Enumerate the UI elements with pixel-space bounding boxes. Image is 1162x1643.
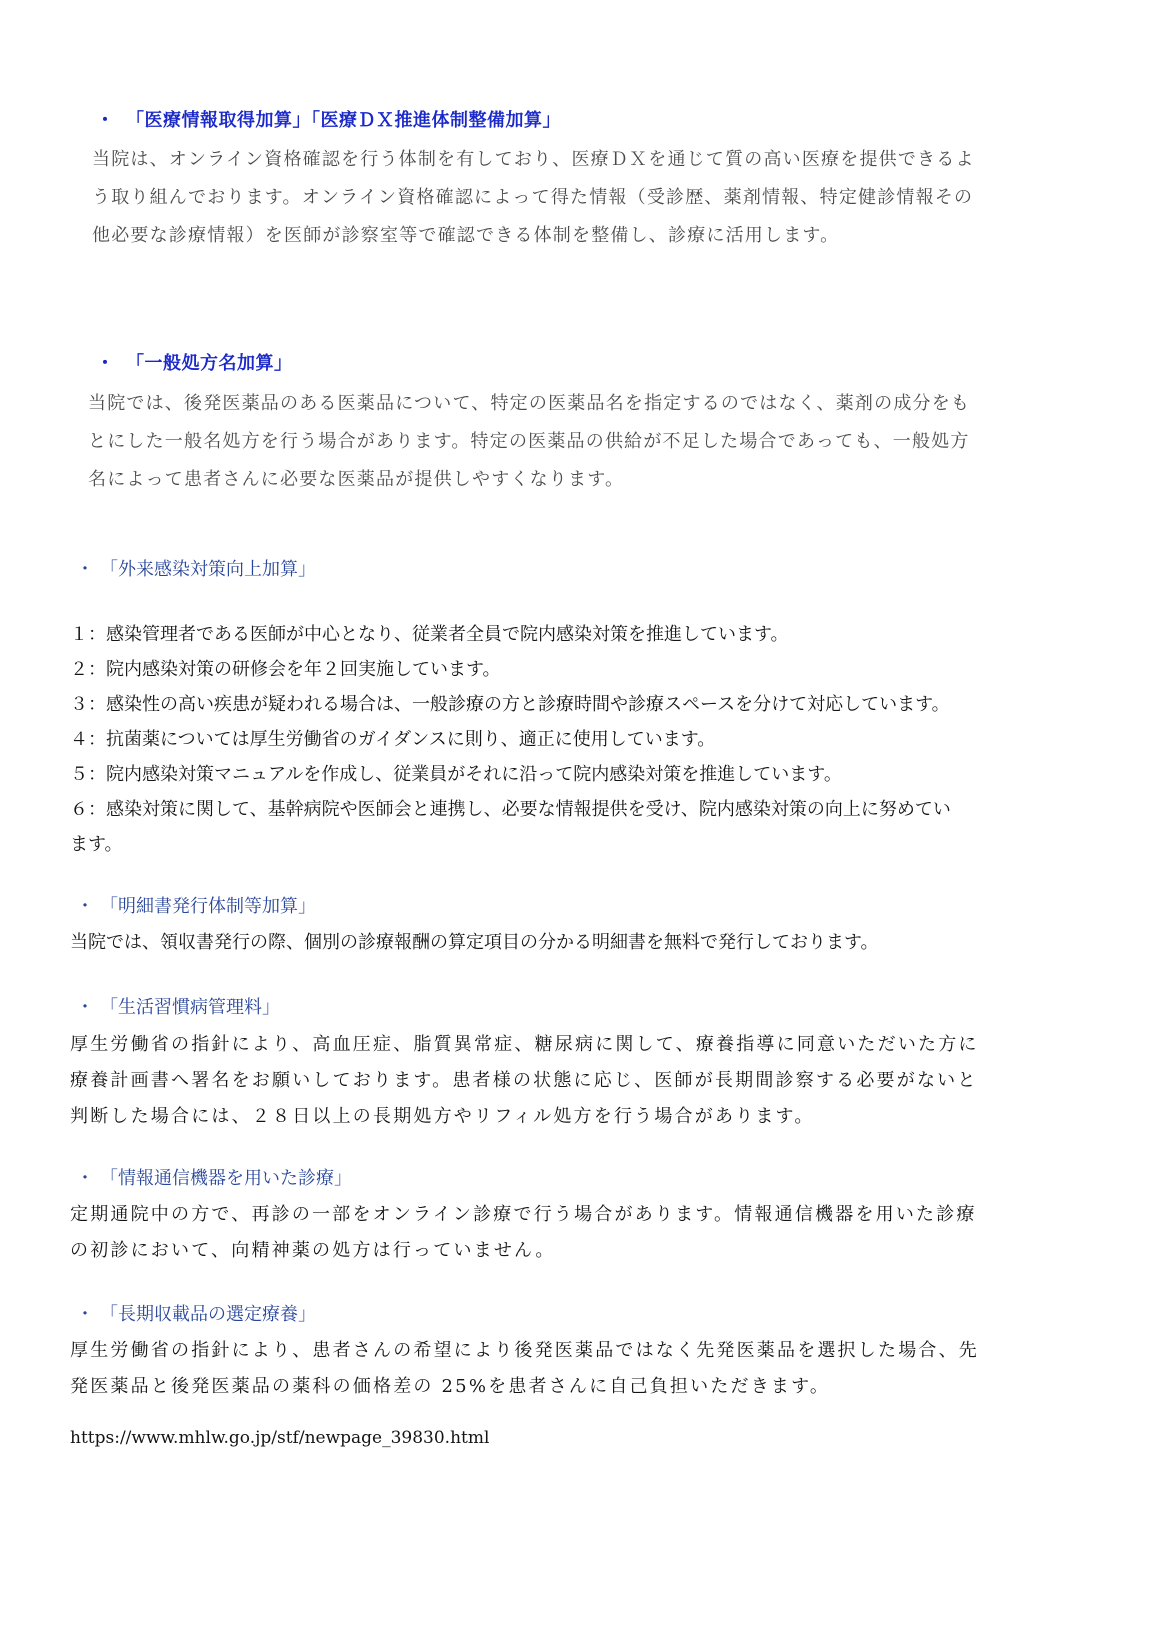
paragraph-line: の初診において、向精神薬の処方は行っていません。	[70, 1240, 556, 1261]
list-item: １：感染管理者である医師が中心となり、従業者全員で院内感染対策を推進しています。	[70, 624, 789, 645]
section-heading: ・ 「情報通信機器を用いた診療」	[72, 1164, 352, 1190]
paragraph-line: とにした一般名処方を行う場合があります。特定の医薬品の供給が不足した場合であっても、一般処方	[88, 431, 970, 452]
paragraph-line: 発医薬品と後発医薬品の薬科の価格差の 25%を患者さんに自己負担いただきます。	[70, 1376, 831, 1397]
section-heading: ・ 「生活習慣病管理料」	[72, 993, 280, 1019]
bullet-icon: ・	[76, 559, 94, 580]
paragraph-line: 当院では、後発医薬品のある医薬品について、特定の医薬品名を指定するのではなく、薬剤の成分をも	[88, 393, 971, 414]
bullet-icon: ・	[96, 353, 115, 374]
section-heading: ・ 「医療情報取得加算」「医療ＤＸ推進体制整備加算」	[94, 106, 561, 132]
paragraph-line: 判断した場合には、２８日以上の長期処方やリフィル処方を行う場合があります。	[70, 1106, 815, 1127]
section-heading: ・ 「明細書発行体制等加算」	[72, 892, 316, 918]
paragraph-line: う取り組んでおります。オンライン資格確認によって得た情報（受診歴、薬剤情報、特定健診情報その	[92, 187, 974, 208]
section-heading: ・ 「一般処方名加算」	[94, 349, 293, 375]
paragraph-line: 名によって患者さんに必要な医薬品が提供しやすくなります。	[88, 469, 625, 490]
bullet-icon: ・	[76, 1304, 94, 1325]
paragraph-line: 当院では、領収書発行の際、個別の診療報酬の算定項目の分かる明細書を無料で発行しております。	[70, 932, 879, 953]
bullet-icon: ・	[76, 1168, 94, 1189]
section-heading: ・ 「長期収載品の選定療養」	[72, 1300, 316, 1326]
paragraph-line: 療養計画書へ署名をお願いしております。患者様の状態に応じ、医師が長期間診察する必要がないと	[70, 1070, 978, 1091]
bullet-icon: ・	[96, 110, 115, 131]
bullet-icon: ・	[76, 997, 94, 1018]
list-item-continued: ます。	[70, 834, 123, 855]
paragraph-line: 当院は、オンライン資格確認を行う体制を有しており、医療ＤＸを通じて質の高い医療を提供できるよ	[92, 149, 975, 170]
paragraph-line: 厚生労働省の指針により、高血圧症、脂質異常症、糖尿病に関して、療養指導に同意いただいた方に	[70, 1034, 979, 1055]
list-item: ４：抗菌薬については厚生労働省のガイダンスに則り、適正に使用しています。	[70, 729, 716, 750]
bullet-icon: ・	[76, 896, 94, 917]
list-item: ５：院内感染対策マニュアルを作成し、従業員がそれに沿って院内感染対策を推進しています。	[70, 764, 842, 785]
list-item: ２：院内感染対策の研修会を年２回実施しています。	[70, 659, 501, 680]
paragraph-line: 厚生労働省の指針により、患者さんの希望により後発医薬品ではなく先発医薬品を選択した場合、先	[70, 1340, 979, 1361]
paragraph-line: 他必要な診療情報）を医師が診察室等で確認できる体制を整備し、診療に活用します。	[92, 225, 840, 246]
reference-url[interactable]: https://www.mhlw.go.jp/stf/newpage_39830.html	[70, 1428, 490, 1448]
paragraph-line: 定期通院中の方で、再診の一部をオンライン診療で行う場合があります。情報通信機器を用いた診療	[70, 1204, 977, 1225]
section-heading: ・ 「外来感染対策向上加算」	[72, 555, 316, 581]
list-item: ３：感染性の高い疾患が疑われる場合は、一般診療の方と診療時間や診療スペースを分けて対応しています。	[70, 694, 950, 715]
list-item: ６：感染対策に関して、基幹病院や医師会と連携し、必要な情報提供を受け、院内感染対策の向上に努めてい	[70, 799, 951, 820]
